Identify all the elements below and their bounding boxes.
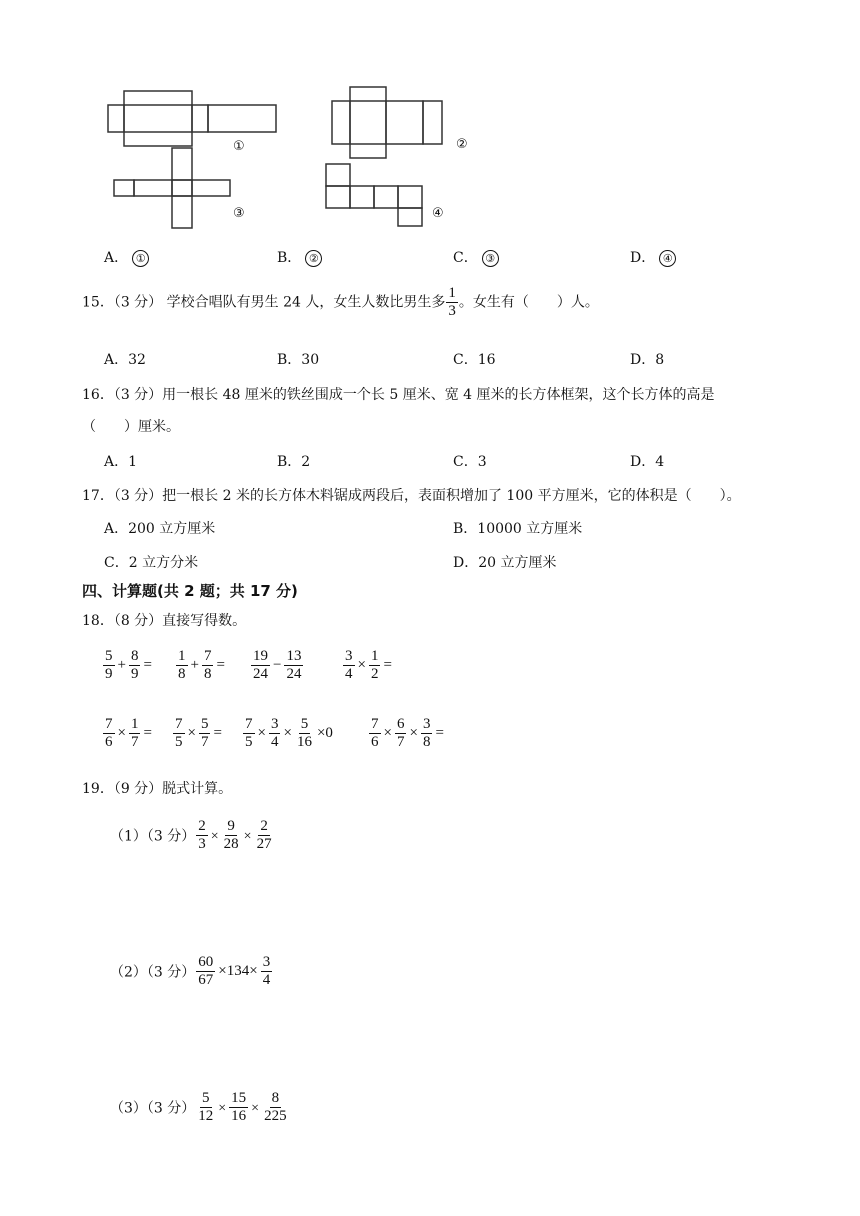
net-4-shape (326, 164, 422, 226)
equals: = (216, 656, 225, 673)
question-16-line2: （ ）厘米。 (82, 419, 180, 435)
numerator: 7 (203, 648, 212, 664)
numerator: 1 (178, 648, 186, 664)
denominator: 8 (178, 666, 186, 682)
denominator: 9 (130, 666, 139, 682)
fraction (269, 716, 281, 751)
numerator: 3 (270, 716, 279, 732)
q18-expr-1 (102, 648, 154, 683)
fraction (255, 818, 274, 853)
numerator: 2 (198, 818, 206, 834)
fraction (222, 818, 241, 853)
operator: × (283, 724, 292, 741)
net-2-shape (332, 87, 442, 158)
equals: = (143, 724, 152, 741)
denominator: 7 (200, 734, 209, 750)
q16-option-b[interactable]: B．2 (277, 454, 311, 470)
tail-term: ×0 (316, 724, 333, 741)
fraction (295, 716, 314, 751)
numerator: 5 (300, 716, 309, 732)
q14-option-b[interactable] (277, 247, 322, 267)
question-19: 19．（9 分）脱式计算。 (82, 781, 233, 797)
fraction (421, 716, 433, 751)
q18-expr-3 (250, 648, 304, 683)
fraction (343, 648, 355, 683)
net-3-shape (114, 148, 230, 228)
option-letter: C． (453, 250, 478, 266)
denominator: 9 (105, 666, 113, 682)
numerator: 9 (227, 818, 235, 834)
denominator: 3 (448, 303, 456, 319)
fraction (173, 716, 185, 751)
fraction (176, 648, 188, 683)
numerator: 2 (260, 818, 268, 834)
denominator: 24 (253, 666, 268, 682)
numerator: 1 (448, 285, 456, 301)
question-15 (82, 285, 599, 320)
question-17: 17．（3 分）把一根长 2 米的长方体木料锯成两段后，表面积增加了 100 平方厘米，它的体积是（ ）。 (82, 488, 741, 504)
numerator: 8 (130, 648, 139, 664)
numerator: 13 (286, 648, 302, 664)
question-16-line1: 16．（3 分）用一根长 48 厘米的铁丝围成一个长 5 厘米、宽 4 厘米的长方体框架，这个长方体的高是 (82, 387, 715, 403)
part-label: （2）（3 分） (110, 964, 196, 981)
fraction (395, 716, 407, 751)
fraction (261, 954, 273, 989)
part-label: （1）（3 分） (110, 828, 196, 845)
numerator: 3 (345, 648, 353, 664)
denominator: 24 (286, 666, 302, 682)
fraction (369, 716, 381, 751)
denominator: 8 (422, 734, 431, 750)
fraction (196, 1090, 215, 1125)
net-label-4: ④ (432, 206, 444, 221)
q15-option-d[interactable]: D．8 (630, 352, 665, 368)
fraction (284, 648, 303, 683)
q16-option-d[interactable]: D．4 (630, 454, 665, 470)
fraction (103, 716, 115, 751)
q17-option-a[interactable]: A．200 立方厘米 (104, 521, 216, 537)
numerator: 3 (422, 716, 431, 732)
q18-expr-4 (342, 648, 394, 683)
operator: × (117, 724, 126, 741)
fraction (446, 285, 458, 320)
q16-option-a[interactable]: A．1 (104, 454, 138, 470)
q18-expr-2 (175, 648, 227, 683)
option-mark: ② (305, 250, 322, 267)
denominator: 28 (223, 836, 239, 852)
denominator: 225 (264, 1108, 287, 1124)
q17-option-c[interactable]: C．2 立方分米 (104, 555, 199, 571)
numerator: 15 (231, 1090, 247, 1106)
numerator: 7 (371, 716, 379, 732)
q15-option-a[interactable]: A．32 (104, 352, 146, 368)
fraction (196, 954, 215, 989)
operator: × (187, 724, 196, 741)
option-mark: ① (132, 250, 149, 267)
section-heading: 四、计算题(共 2 题；共 17 分) (82, 582, 298, 600)
question-18: 18．（8 分）直接写得数。 (82, 613, 247, 629)
equals: = (213, 724, 222, 741)
equals: = (383, 656, 392, 673)
denominator: 5 (245, 734, 253, 750)
q18-expr-8 (368, 716, 446, 751)
denominator: 4 (270, 734, 279, 750)
numerator: 7 (245, 716, 253, 732)
q17-option-d[interactable]: D．20 立方厘米 (453, 555, 557, 571)
denominator: 16 (296, 734, 312, 750)
net-label-2: ② (456, 137, 468, 152)
fraction (369, 648, 381, 683)
q14-option-a[interactable] (104, 247, 149, 267)
q14-option-c[interactable] (453, 247, 499, 267)
operator: × (409, 724, 418, 741)
cube-nets-figure (100, 80, 500, 240)
q16-option-c[interactable]: C．3 (453, 454, 487, 470)
equals: = (143, 656, 152, 673)
numerator: 8 (271, 1090, 280, 1106)
denominator: 4 (345, 666, 353, 682)
fraction (103, 648, 115, 683)
denominator: 4 (262, 972, 271, 988)
denominator: 67 (198, 972, 214, 988)
denominator: 8 (203, 666, 212, 682)
net-label-3: ③ (233, 206, 245, 221)
fraction (251, 648, 270, 683)
fraction (243, 716, 255, 751)
numerator: 6 (396, 716, 405, 732)
denominator: 12 (198, 1108, 214, 1124)
q19-part-1: （1）（3 分） $\frac{2}{3}$ × $\frac{9}{28}$ × $\frac{2}{27}$ (110, 818, 272, 852)
option-mark: ④ (659, 250, 676, 267)
option-mark: ③ (482, 250, 499, 267)
fraction (129, 716, 141, 751)
operator: × (383, 724, 392, 741)
fraction (202, 648, 214, 683)
denominator: 27 (256, 836, 272, 852)
part-label: （3）（3 分） (110, 1100, 196, 1117)
operator: + (117, 656, 126, 673)
q14-option-d[interactable] (630, 247, 676, 267)
option-letter: A． (104, 250, 129, 266)
fraction (199, 716, 211, 751)
q19-part-2 (110, 954, 273, 989)
denominator: 5 (175, 734, 183, 750)
q18-expr-7 (242, 716, 335, 751)
option-letter: D． (630, 250, 656, 266)
numerator: 7 (175, 716, 183, 732)
q15-option-b[interactable]: B．30 (277, 352, 320, 368)
numerator: 60 (198, 954, 214, 970)
numerator: 5 (200, 716, 209, 732)
fraction (196, 818, 208, 853)
denominator: 3 (198, 836, 206, 852)
q18-expr-6 (172, 716, 224, 751)
q18-expr-5 (102, 716, 154, 751)
operator: × (357, 656, 366, 673)
numerator: 3 (262, 954, 271, 970)
denominator: 7 (130, 734, 139, 750)
net-label-1: ① (233, 139, 245, 154)
numerator: 1 (370, 648, 379, 664)
denominator: 2 (370, 666, 379, 682)
middle-term: ×134× (218, 963, 258, 979)
numerator: 5 (105, 648, 113, 664)
operator: + (190, 656, 199, 673)
fraction (129, 648, 141, 683)
question-15-prefix: 15．（3 分） 学校合唱队有男生 24 人，女生人数比男生多 (82, 294, 446, 311)
q19-part-3: （3）（3 分） $\frac{5}{12}$ × $\frac{15}{16}$ × $\frac{8}{225}$ (110, 1090, 287, 1124)
numerator: 1 (130, 716, 139, 732)
numerator: 5 (202, 1090, 210, 1106)
denominator: 16 (231, 1108, 247, 1124)
question-15-suffix: 。女生有（ ）人。 (458, 294, 599, 311)
numerator: 19 (253, 648, 268, 664)
numerator: 7 (105, 716, 113, 732)
q15-option-c[interactable]: C．16 (453, 352, 496, 368)
denominator: 6 (371, 734, 379, 750)
operator: − (273, 656, 282, 673)
option-letter: B． (277, 250, 302, 266)
net-1-shape (108, 91, 276, 146)
equals: = (435, 724, 444, 741)
denominator: 7 (396, 734, 405, 750)
q17-option-b[interactable]: B．10000 立方厘米 (453, 521, 583, 537)
operator: × (257, 724, 266, 741)
fraction (229, 1090, 248, 1125)
denominator: 6 (105, 734, 113, 750)
fraction (262, 1090, 289, 1125)
